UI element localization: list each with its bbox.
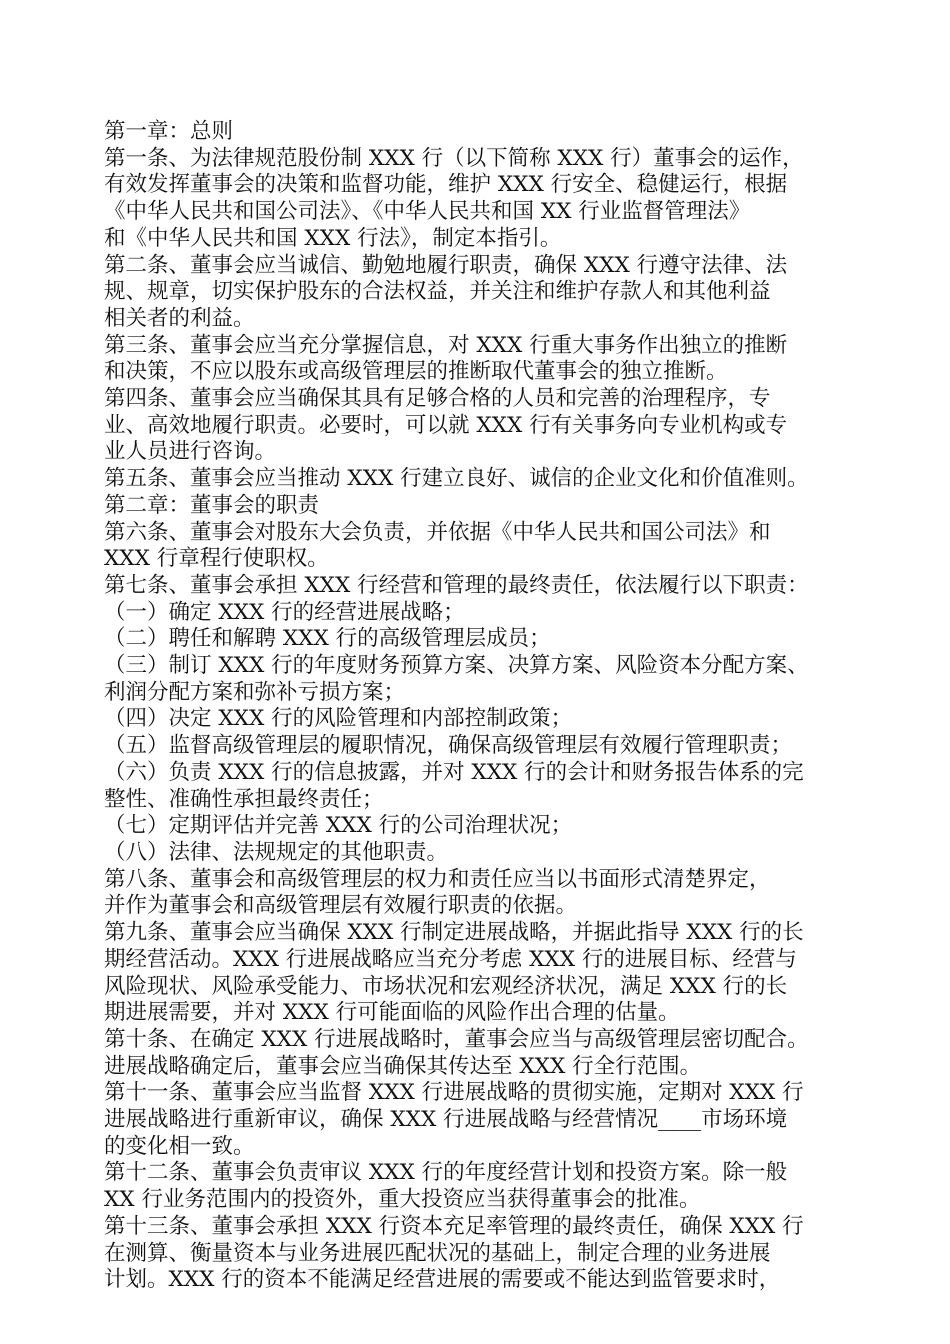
text-line: 第二条、董事会应当诚信、勤勉地履行职责，确保 XXX 行遵守法律、法 bbox=[104, 252, 788, 278]
text-line: 第四条、董事会应当确保其具有足够合格的人员和完善的治理程序，专 bbox=[104, 386, 771, 412]
text-line: 第十三条、董事会承担 XXX 行资本充足率管理的最终责任，确保 XXX 行 bbox=[104, 1213, 804, 1239]
text-line: 《中华人民共和国公司法》、《中华人民共和国 XX 行业监督管理法》 bbox=[104, 199, 751, 225]
text-line: 期进展需要，并对 XXX 行可能面临的风险作出合理的估量。 bbox=[104, 1000, 680, 1026]
text-line: 第三条、董事会应当充分掌握信息，对 XXX 行重大事务作出独立的推断 bbox=[104, 332, 788, 358]
text-line: （一）确定 XXX 行的经营进展战略； bbox=[104, 599, 465, 625]
text-line: 期经营活动。XXX 行进展战略应当充分考虑 XXX 行的进展目标、经营与 bbox=[104, 946, 797, 972]
text-line: 业、高效地履行职责。必要时，可以就 XXX 行有关事务向专业机构或专 bbox=[104, 412, 788, 438]
text-line: 第十一条、董事会应当监督 XXX 行进展战略的贯彻实施，定期对 XXX 行 bbox=[104, 1080, 804, 1106]
text-line: 计划。XXX 行的资本不能满足经营进展的需要或不能达到监管要求时， bbox=[104, 1267, 781, 1293]
text-line: （五）监督高级管理层的履职情况，确保高级管理层有效履行管理职责； bbox=[104, 733, 793, 759]
text-line: 风险现状、风险承受能力、市场状况和宏观经济状况，满足 XXX 行的长 bbox=[104, 973, 788, 999]
text-line: 的变化相一致。 bbox=[104, 1133, 255, 1159]
text-line: （二）聘任和解聘 XXX 行的高级管理层成员； bbox=[104, 626, 551, 652]
text-line: 并作为董事会和高级管理层有效履行职责的依据。 bbox=[104, 893, 578, 919]
text-line: XXX 行章程行使职权。 bbox=[104, 546, 329, 572]
text-line: 有效发挥董事会的决策和监督功能，维护 XXX 行安全、稳健运行，根据 bbox=[104, 172, 788, 198]
text-line: 第二章：董事会的职责 bbox=[104, 492, 320, 518]
text-line: 业人员进行咨询。 bbox=[104, 439, 277, 465]
text-line: 在测算、衡量资本与业务进展匹配状况的基础上，制定合理的业务进展 bbox=[104, 1240, 771, 1266]
text-line: 第七条、董事会承担 XXX 行经营和管理的最终责任，依法履行以下职责： bbox=[104, 572, 809, 598]
text-line: （八）法律、法规规定的其他职责。 bbox=[104, 839, 449, 865]
text-line: （四）决定 XXX 行的风险管理和内部控制政策； bbox=[104, 706, 573, 732]
text-line: （七）定期评估并完善 XXX 行的公司治理状况； bbox=[104, 813, 573, 839]
text-line: （六）负责 XXX 行的信息披露，并对 XXX 行的会计和财务报告体系的完 bbox=[104, 759, 804, 785]
document-body bbox=[104, 119, 864, 1294]
text-line: 第十二条、董事会负责审议 XXX 行的年度经营计划和投资方案。除一般 bbox=[104, 1160, 788, 1186]
text-line: 第五条、董事会应当推动 XXX 行建立良好、诚信的企业文化和价值准则。 bbox=[104, 466, 809, 492]
text-line: 第六条、董事会对股东大会负责，并依据《中华人民共和国公司法》和 bbox=[104, 519, 771, 545]
text-line: 和《中华人民共和国 XXX 行法》，制定本指引。 bbox=[104, 225, 562, 251]
text-line: 第十条、在确定 XXX 行进展战略时，董事会应当与高级管理层密切配合。 bbox=[104, 1026, 809, 1052]
text-line: （三）制订 XXX 行的年度财务预算方案、决算方案、风险资本分配方案、 bbox=[104, 653, 809, 679]
text-line: 利润分配方案和弥补亏损方案； bbox=[104, 679, 406, 705]
text-line: 和决策，不应以股东或高级管理层的推断取代董事会的独立推断。 bbox=[104, 359, 728, 385]
text-line: 规、规章，切实保护股东的合法权益，并关注和维护存款人和其他利益 bbox=[104, 279, 771, 305]
text-line: 相关者的利益。 bbox=[104, 305, 255, 331]
text-line: XX 行业务范围内的投资外，重大投资应当获得董事会的批准。 bbox=[104, 1187, 701, 1213]
text-line: 第一章：总则 bbox=[104, 119, 234, 144]
text-line: 整性、准确性承担最终责任； bbox=[104, 786, 384, 812]
text-line: 第八条、董事会和高级管理层的权力和责任应当以书面形式清楚界定， bbox=[104, 866, 771, 892]
text-line: 第九条、董事会应当确保 XXX 行制定进展战略，并据此指导 XXX 行的长 bbox=[104, 920, 804, 946]
text-line: 进展战略进行重新审议，确保 XXX 行进展战略与经营情况____市场环境 bbox=[104, 1107, 788, 1133]
text-line: 第一条、为法律规范股份制 XXX 行（以下简称 XXX 行）董事会的运作， bbox=[104, 145, 804, 171]
text-line: 进展战略确定后，董事会应当确保其传达至 XXX 行全行范围。 bbox=[104, 1053, 702, 1079]
